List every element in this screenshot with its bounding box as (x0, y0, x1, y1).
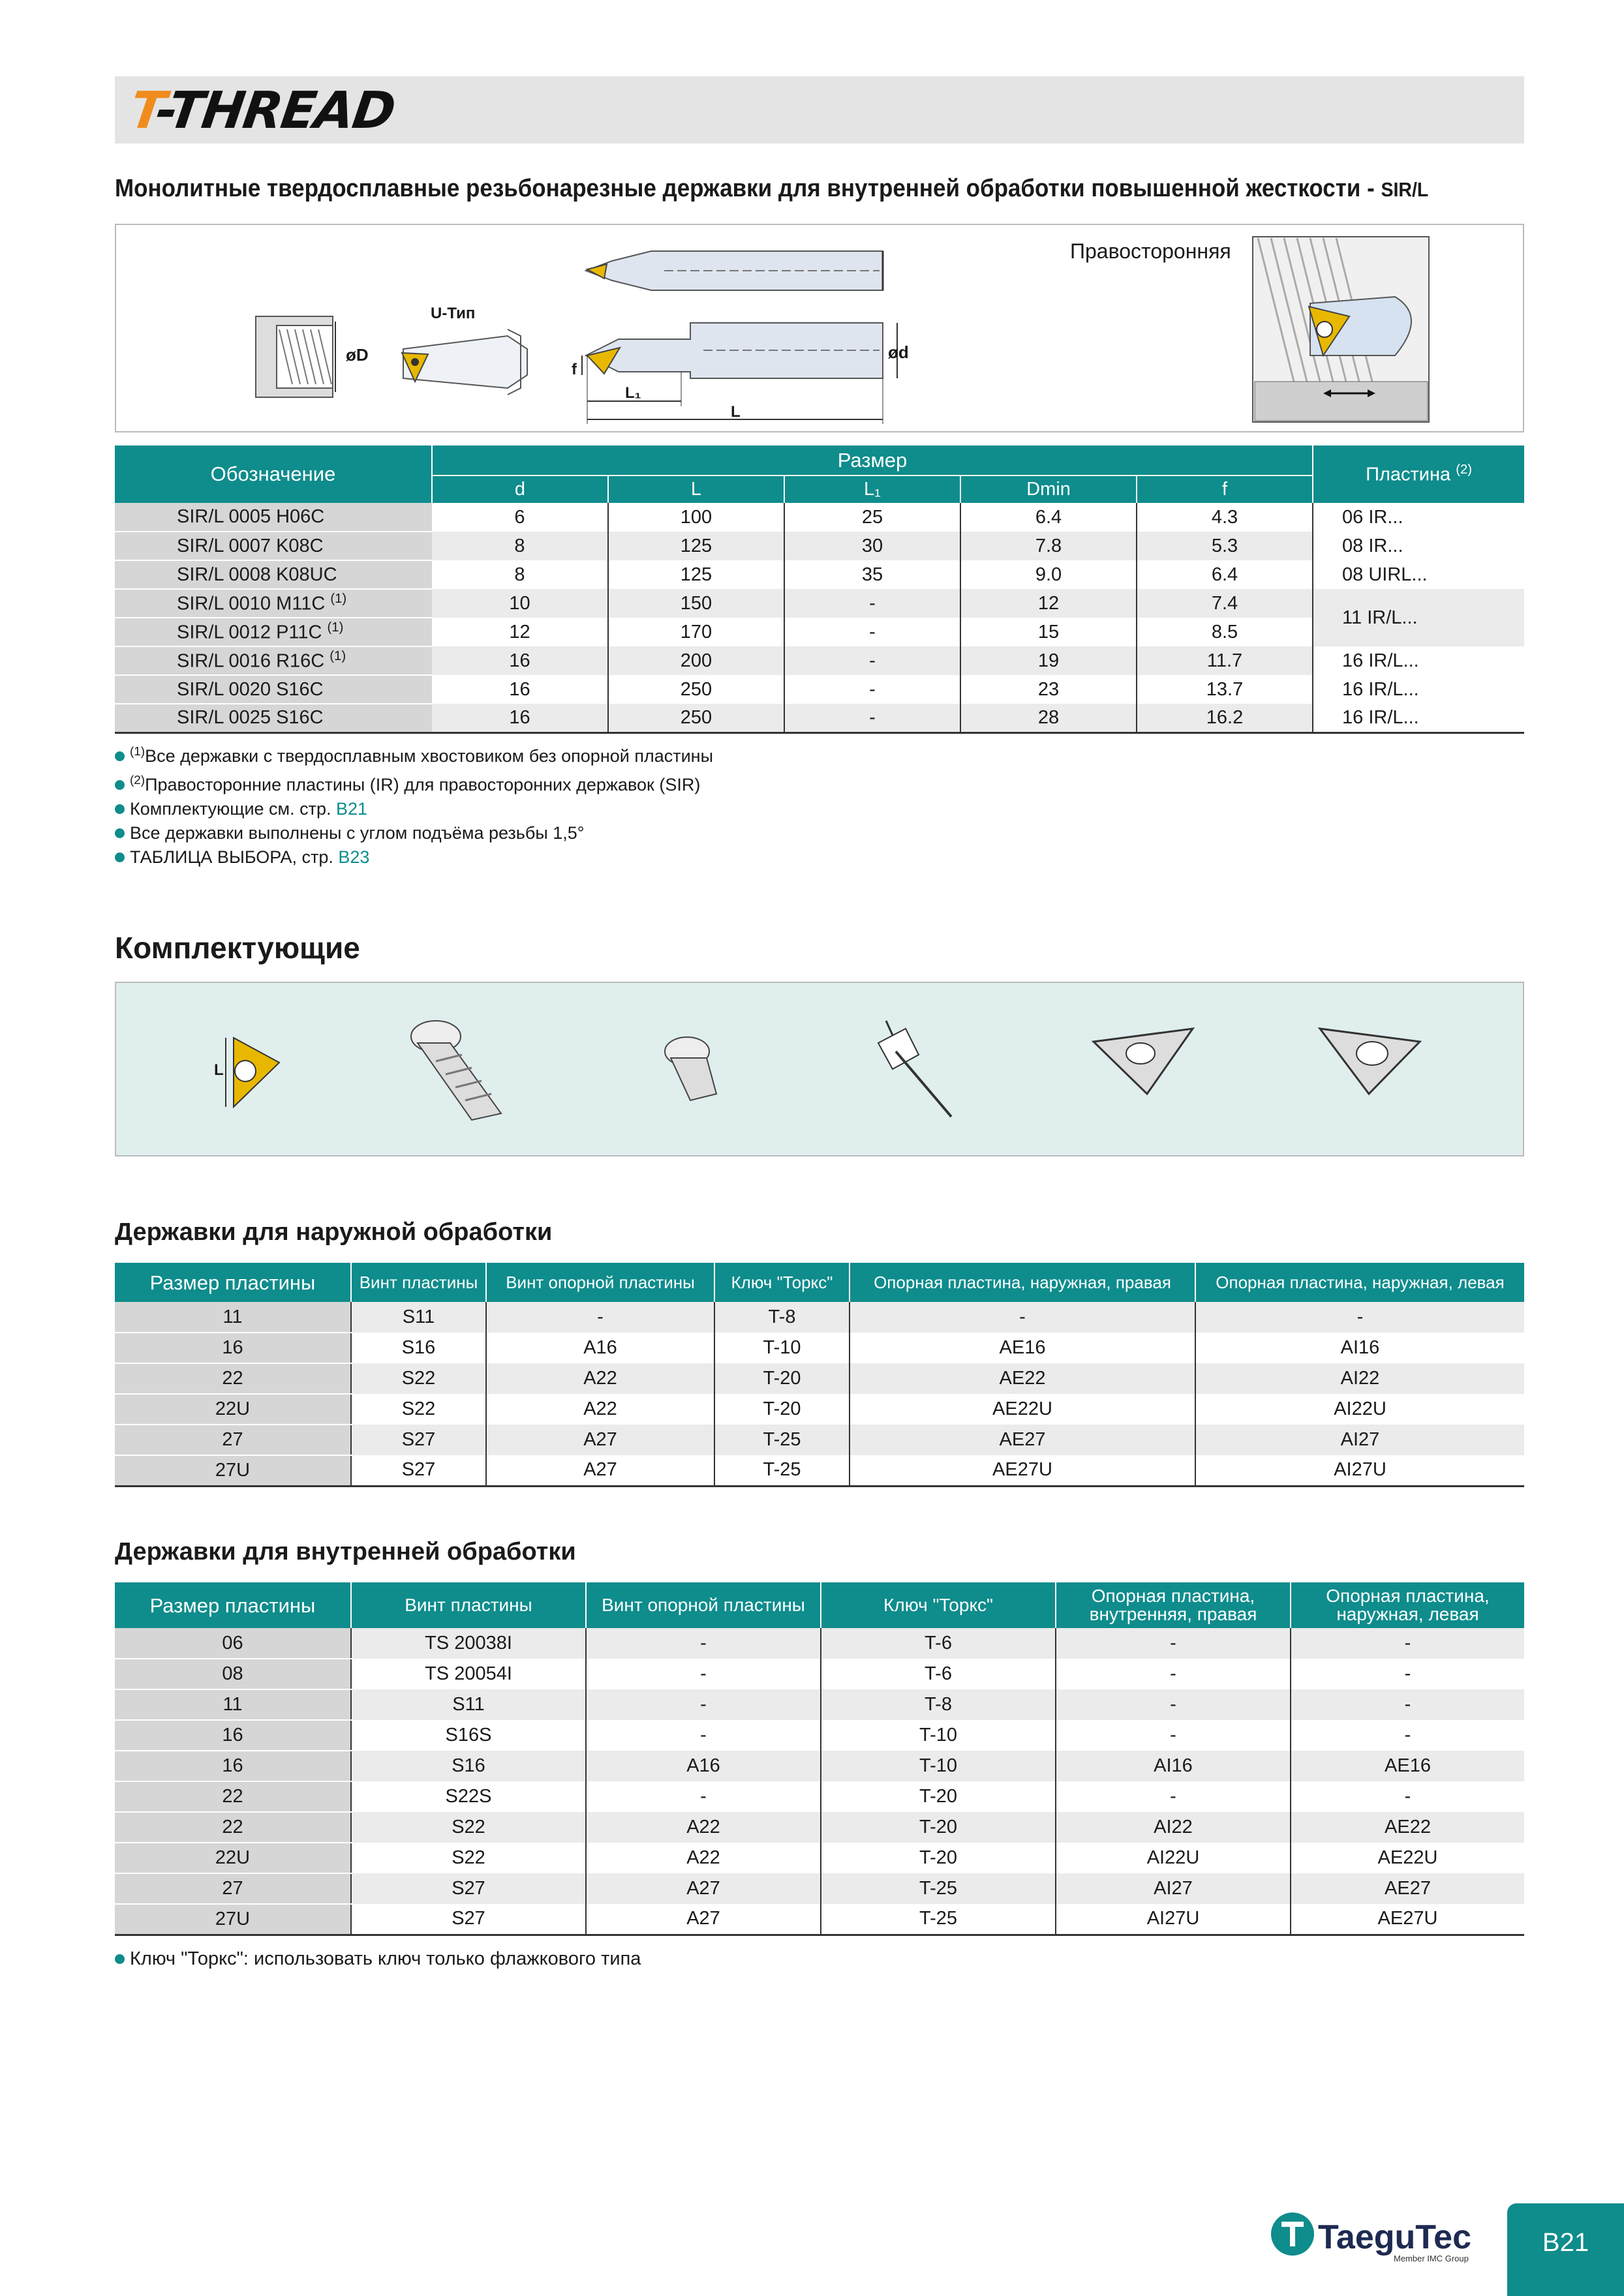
accessories-panel (115, 982, 1524, 1156)
col-header-5: Опорная пластина, наружная, левая (1195, 1263, 1524, 1302)
insert-cell: 16 IR/L... (1313, 675, 1524, 704)
table-cell: S22 (351, 1394, 486, 1425)
col-insert: Пластина $^{(2)}$ (1313, 446, 1524, 503)
designation-cell: SIR/L 0008 K08UC (115, 560, 432, 589)
value-cell-d: 8 (432, 532, 608, 560)
table-cell: - (1291, 1689, 1524, 1720)
table-cell: - (1056, 1628, 1291, 1659)
table-cell: T-6 (821, 1659, 1056, 1689)
table-cell: - (586, 1781, 821, 1812)
note-item: Комплектующие см. стр. B21 (115, 797, 713, 821)
col-header-2: Винт опорной пластины (486, 1263, 714, 1302)
internal-title: Державки для внутренней обработки (115, 1538, 576, 1565)
table-cell: - (1291, 1781, 1524, 1812)
table-cell: - (1195, 1302, 1524, 1333)
table-cell: 08 (115, 1659, 351, 1689)
table-cell: AE22 (1291, 1812, 1524, 1843)
table-cell: T-10 (821, 1751, 1056, 1781)
designation-cell: SIR/L 0012 P11C $^{(1)}$ (115, 618, 432, 646)
insert-screw-icon (411, 1021, 501, 1120)
table-cell: S16 (351, 1333, 486, 1363)
table-cell: AE22U (1291, 1843, 1524, 1873)
value-cell-d: 16 (432, 704, 608, 733)
table-cell: AI27 (1195, 1425, 1524, 1455)
value-cell-f: 8.5 (1137, 618, 1313, 646)
table-cell: 27 (115, 1425, 351, 1455)
table-cell: - (586, 1720, 821, 1751)
value-cell-L: 250 (608, 675, 784, 704)
value-cell-L1: - (784, 618, 960, 646)
table-cell: 27U (115, 1455, 351, 1486)
page-number: B21 (1507, 2203, 1624, 2296)
table-cell: 16 (115, 1333, 351, 1363)
table-cell: - (850, 1302, 1195, 1333)
table-cell: S16 (351, 1751, 586, 1781)
table-cell: T-25 (821, 1873, 1056, 1904)
table-cell: S27 (351, 1455, 486, 1486)
dim-D-label: øD (346, 345, 369, 365)
table-cell: A27 (486, 1425, 714, 1455)
table-cell: - (586, 1659, 821, 1689)
designation-cell: SIR/L 0010 M11C $^{(1)}$ (115, 589, 432, 618)
table-row (115, 618, 1524, 646)
value-cell-L1: 30 (784, 532, 960, 560)
value-cell-L: 125 (608, 532, 784, 560)
table-cell: S22 (351, 1843, 586, 1873)
table-row (115, 1873, 1524, 1904)
table-cell: - (486, 1302, 714, 1333)
table-cell: AE27 (1291, 1873, 1524, 1904)
table-cell: T-8 (821, 1689, 1056, 1720)
table-row (115, 1781, 1524, 1812)
value-cell-L1: - (784, 646, 960, 675)
page-reference-link[interactable]: B23 (338, 847, 370, 867)
table-row (115, 1843, 1524, 1873)
dim-L1-label: L₁ (625, 384, 641, 402)
table-cell: A27 (586, 1904, 821, 1935)
col-header-4: Опорная пластина, внутренняя, правая (1056, 1582, 1291, 1628)
holder-table (115, 446, 1524, 734)
value-cell-f: 5.3 (1137, 532, 1313, 560)
bullet-icon (115, 828, 125, 838)
brand-name: TaeguTec (1318, 2218, 1472, 2256)
table-cell: 16 (115, 1751, 351, 1781)
dim-L-label: L (731, 403, 741, 421)
value-cell-L: 125 (608, 560, 784, 589)
value-cell-d: 6 (432, 503, 608, 532)
table-cell: - (586, 1689, 821, 1720)
table-cell: S11 (351, 1689, 586, 1720)
table-cell: AI27 (1056, 1873, 1291, 1904)
value-cell-Dmin: 19 (960, 646, 1137, 675)
page-reference-link[interactable]: B21 (336, 799, 368, 819)
insert-cell: 11 IR/L... (1313, 589, 1524, 646)
col-Dmin: Dmin (960, 476, 1137, 503)
shim-screw-icon (665, 1037, 716, 1100)
value-cell-Dmin: 12 (960, 589, 1137, 618)
taegutec-logo-icon (1271, 2213, 1314, 2256)
table-cell: T-6 (821, 1628, 1056, 1659)
table-cell: 22U (115, 1843, 351, 1873)
table-cell: T-20 (821, 1843, 1056, 1873)
table-cell: AE27 (850, 1425, 1195, 1455)
value-cell-d: 16 (432, 675, 608, 704)
internal-holders-table (115, 1582, 1524, 1936)
bullet-icon (115, 804, 125, 814)
col-header-0: Размер пластины (115, 1263, 351, 1302)
table-row (115, 1659, 1524, 1689)
table-cell: T-20 (821, 1812, 1056, 1843)
insert-cell: 16 IR/L... (1313, 646, 1524, 675)
table-cell: A22 (586, 1812, 821, 1843)
external-title: Державки для наружной обработки (115, 1218, 553, 1246)
table-row (115, 1720, 1524, 1751)
table-cell: S22S (351, 1781, 586, 1812)
dim-d-label: ød (888, 342, 909, 362)
table-row (115, 1333, 1524, 1363)
u-type-tip-icon (402, 329, 527, 395)
note-item: $^{(1)}$Все державки с твердосплавным хвостовиком без опорной пластины (115, 740, 713, 768)
table-cell: S22 (351, 1812, 586, 1843)
table-row (115, 1302, 1524, 1333)
value-cell-L1: - (784, 704, 960, 733)
table-cell: AE22U (850, 1394, 1195, 1425)
table-cell: T-20 (714, 1394, 850, 1425)
table-row (115, 1455, 1524, 1486)
external-holders-table (115, 1263, 1524, 1487)
value-cell-Dmin: 7.8 (960, 532, 1137, 560)
table-cell: A22 (486, 1363, 714, 1394)
col-header-1: Винт пластины (351, 1582, 586, 1628)
table-cell: 11 (115, 1302, 351, 1333)
table-cell: - (1056, 1720, 1291, 1751)
value-cell-f: 4.3 (1137, 503, 1313, 532)
value-cell-L1: 25 (784, 503, 960, 532)
table-cell: T-20 (821, 1781, 1056, 1812)
table-cell: AI22 (1056, 1812, 1291, 1843)
value-cell-L1: - (784, 589, 960, 618)
accessories-title: Комплектующие (115, 931, 360, 965)
value-cell-Dmin: 23 (960, 675, 1137, 704)
table-cell: AI22U (1056, 1843, 1291, 1873)
col-f: f (1137, 476, 1313, 503)
col-header-4: Опорная пластина, наружная, правая (850, 1263, 1195, 1302)
shim-internal-icon (1320, 1029, 1420, 1094)
note-item: ТАБЛИЦА ВЫБОРА, стр. B23 (115, 845, 713, 869)
value-cell-d: 10 (432, 589, 608, 618)
value-cell-L: 250 (608, 704, 784, 733)
table-row (115, 646, 1524, 675)
value-cell-f: 7.4 (1137, 589, 1313, 618)
col-d: d (432, 476, 608, 503)
insert-cell: 06 IR... (1313, 503, 1524, 532)
table-row (115, 503, 1524, 532)
col-size: Размер (432, 446, 1313, 476)
table-row (115, 1363, 1524, 1394)
table-row (115, 1394, 1524, 1425)
tool-drawing (116, 225, 1523, 431)
table-row (115, 1751, 1524, 1781)
table-cell: T-20 (714, 1363, 850, 1394)
table-cell: T-25 (714, 1425, 850, 1455)
table-cell: - (1291, 1628, 1524, 1659)
table-cell: A27 (486, 1455, 714, 1486)
table-cell: T-25 (714, 1455, 850, 1486)
table-cell: AI16 (1195, 1333, 1524, 1363)
table-cell: A22 (586, 1843, 821, 1873)
value-cell-Dmin: 15 (960, 618, 1137, 646)
workpiece-drawing-icon (256, 316, 335, 397)
right-hand-label: Правосторонняя (1070, 239, 1231, 263)
table-cell: 22U (115, 1394, 351, 1425)
table-row (115, 704, 1524, 733)
table-row (115, 1628, 1524, 1659)
table-cell: AI27U (1195, 1455, 1524, 1486)
bullet-icon (115, 780, 125, 790)
table-cell: T-25 (821, 1904, 1056, 1935)
brand-subtitle: Member IMC Group (1394, 2254, 1469, 2263)
table-cell: 22 (115, 1781, 351, 1812)
table-cell: S22 (351, 1363, 486, 1394)
page-title: Монолитные твердосплавные резьбонарезные державки для внутренней обработки повышенной жесткости - SIR/L (115, 175, 1429, 202)
table-cell: AE27U (850, 1455, 1195, 1486)
table-cell: S27 (351, 1425, 486, 1455)
col-L: L (608, 476, 784, 503)
table-cell: 27 (115, 1873, 351, 1904)
table-cell: - (1291, 1659, 1524, 1689)
table-cell: TS 20054I (351, 1659, 586, 1689)
value-cell-L: 150 (608, 589, 784, 618)
torx-key-icon (878, 1021, 951, 1117)
table-row (115, 560, 1524, 589)
table-cell: S11 (351, 1302, 486, 1333)
table-cell: AE27U (1291, 1904, 1524, 1935)
table-cell: AE16 (1291, 1751, 1524, 1781)
value-cell-f: 13.7 (1137, 675, 1313, 704)
table-cell: 27U (115, 1904, 351, 1935)
table-cell: T-10 (714, 1333, 850, 1363)
table-cell: S27 (351, 1904, 586, 1935)
table-cell: 11 (115, 1689, 351, 1720)
designation-cell: SIR/L 0007 K08C (115, 532, 432, 560)
col-designation: Обозначение (115, 446, 432, 503)
table-row (115, 1425, 1524, 1455)
table-cell: TS 20038I (351, 1628, 586, 1659)
table-cell: A16 (586, 1751, 821, 1781)
note-item: Все державки выполнены с углом подъёма резьбы 1,5° (115, 821, 713, 845)
value-cell-d: 16 (432, 646, 608, 675)
insert-icon (226, 1038, 279, 1107)
tool-drawing-panel (115, 224, 1524, 432)
col-L1: L₁ (784, 476, 960, 503)
table-cell: AI22 (1195, 1363, 1524, 1394)
table-cell: 16 (115, 1720, 351, 1751)
insert-cell: 08 IR... (1313, 532, 1524, 560)
col-header-3: Ключ "Торкс" (821, 1582, 1056, 1628)
table-row (115, 1904, 1524, 1935)
table-cell: AI27U (1056, 1904, 1291, 1935)
value-cell-L1: 35 (784, 560, 960, 589)
table-row (115, 589, 1524, 618)
notes-list (115, 740, 713, 869)
value-cell-L1: - (784, 675, 960, 704)
holder-top-view-icon (586, 251, 883, 290)
value-cell-f: 16.2 (1137, 704, 1313, 733)
value-cell-Dmin: 28 (960, 704, 1137, 733)
designation-cell: SIR/L 0005 H06C (115, 503, 432, 532)
table-cell: - (586, 1628, 821, 1659)
insert-cell: 08 UIRL... (1313, 560, 1524, 589)
table-cell: 06 (115, 1628, 351, 1659)
bullet-icon (115, 751, 125, 761)
table-cell: - (1056, 1659, 1291, 1689)
table-cell: 22 (115, 1812, 351, 1843)
note-item: $^{(2)}$Правосторонние пластины (IR) для правосторонних державок (SIR) (115, 768, 713, 797)
designation-cell: SIR/L 0025 S16C (115, 704, 432, 733)
dim-f-label: f (572, 361, 577, 378)
designation-cell: SIR/L 0020 S16C (115, 675, 432, 704)
col-header-3: Ключ "Торкс" (714, 1263, 850, 1302)
value-cell-Dmin: 6.4 (960, 503, 1137, 532)
torx-note: Ключ "Торкс": использовать ключ только флажкового типа (115, 1947, 641, 1971)
value-cell-f: 11.7 (1137, 646, 1313, 675)
table-cell: S27 (351, 1873, 586, 1904)
value-cell-L: 200 (608, 646, 784, 675)
table-cell: S16S (351, 1720, 586, 1751)
table-cell: AI22U (1195, 1394, 1524, 1425)
value-cell-d: 12 (432, 618, 608, 646)
t-thread-logo: T-THREAD (126, 82, 398, 140)
insert-cell: 16 IR/L... (1313, 704, 1524, 733)
table-row (115, 1689, 1524, 1720)
table-cell: A27 (586, 1873, 821, 1904)
value-cell-f: 6.4 (1137, 560, 1313, 589)
bullet-icon (115, 1954, 125, 1964)
col-header-2: Винт опорной пластины (586, 1582, 821, 1628)
value-cell-L: 170 (608, 618, 784, 646)
value-cell-Dmin: 9.0 (960, 560, 1137, 589)
table-cell: A22 (486, 1394, 714, 1425)
table-cell: T-8 (714, 1302, 850, 1333)
table-row (115, 675, 1524, 704)
shim-external-icon (1094, 1029, 1193, 1094)
designation-cell: SIR/L 0016 R16C $^{(1)}$ (115, 646, 432, 675)
table-cell: - (1056, 1689, 1291, 1720)
u-type-label: U-Тип (431, 305, 476, 322)
value-cell-L: 100 (608, 503, 784, 532)
col-header-1: Винт пластины (351, 1263, 486, 1302)
table-cell: A16 (486, 1333, 714, 1363)
value-cell-d: 8 (432, 560, 608, 589)
bullet-icon (115, 853, 125, 862)
table-cell: AE22 (850, 1363, 1195, 1394)
table-row (115, 1812, 1524, 1843)
col-header-5: Опорная пластина, наружная, левая (1291, 1582, 1524, 1628)
table-row (115, 532, 1524, 560)
table-cell: AE16 (850, 1333, 1195, 1363)
col-header-0: Размер пластины (115, 1582, 351, 1628)
insert-dim-L-label: L (214, 1061, 224, 1079)
table-cell: AI16 (1056, 1751, 1291, 1781)
table-cell: 22 (115, 1363, 351, 1394)
table-cell: T-10 (821, 1720, 1056, 1751)
table-cell: - (1291, 1720, 1524, 1751)
right-hand-illustration-icon (1253, 237, 1429, 422)
table-cell: - (1056, 1781, 1291, 1812)
